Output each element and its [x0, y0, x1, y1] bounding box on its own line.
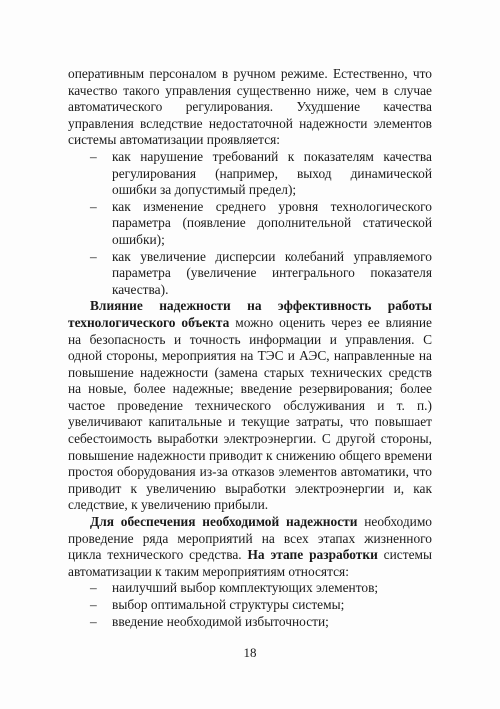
list-item-text: как изменение среднего уровня технологического параметра (появление дополнительной статической ошибки); — [112, 198, 432, 247]
bold-heading-development-stage: На этапе разработки — [247, 547, 378, 563]
list-item — [68, 597, 432, 614]
list-item-text: наилучший выбор комплектующих элементов; — [112, 580, 379, 596]
dash-marker: – — [90, 248, 97, 264]
paragraph-3-text-b: системы автоматизации к таким мероприятиям относятся: — [68, 547, 432, 579]
list-item-text: выбор оптимальной структуры системы; — [112, 597, 345, 612]
dash-marker: – — [90, 148, 97, 164]
dash-marker: – — [90, 613, 97, 629]
page-number: 18 — [243, 645, 257, 660]
list-item-text: введение необходимой избыточности; — [112, 613, 329, 629]
page-body — [68, 66, 432, 630]
bold-heading-reliability-influence: Влияние надежности на эффективность работы технологического объекта — [68, 298, 432, 330]
dash-marker: – — [90, 597, 97, 612]
paragraph-1: оперативным персоналом в ручном режиме. Естественно, что качество такого управления существенно ниже, чем в случае автоматического регулирования. Ухудшение качества управления вследствие недостаточной надежности элементов системы автоматизации проявляется: — [68, 66, 432, 148]
list-item — [68, 580, 432, 597]
list-item-text: как увеличение дисперсии колебаний управляемого параметра (увеличение интегрального показателя качества). — [112, 248, 432, 297]
paragraph-2-text: можно оценить через ее влияние на безопасность и точность информации и управления. С одной стороны, мероприятия на ТЭС и АЭС, направленные на повышение надежности (замена старых технических средств на новые, более надежные; введение резервирования; более частое проведение технического обслуживания и т. п.) увеличивают капитальные и текущие затраты, что повышает себестоимость выработки электроэнергии. С другой стороны, повышение надежности приводит к снижению общего времени простоя оборудования из-за отказов элементов автоматики, что приводит к увеличению выработки электроэнергии и, как следствие, к увеличению прибыли. — [68, 314, 432, 513]
bold-heading-ensuring-reliability: Для обеспечения необходимой надежности — [90, 514, 358, 530]
dash-marker: – — [90, 198, 97, 214]
paragraph-3 — [68, 514, 432, 580]
list-item — [68, 249, 432, 299]
paragraph-2 — [68, 298, 432, 514]
list-item — [68, 149, 432, 199]
list-item — [68, 199, 432, 249]
bullet-list-quality — [68, 149, 432, 298]
dash-marker: – — [90, 580, 97, 596]
bullet-list-measures — [68, 580, 432, 630]
list-item-text: как нарушение требований к показателям качества регулирования (например, выход динамической ошибки за допустимый предел); — [112, 148, 432, 198]
list-item — [68, 614, 432, 631]
paragraph-3-text-a: необходимо проведение ряда мероприятий на всех этапах жизненного цикла технического средства. — [68, 514, 432, 563]
